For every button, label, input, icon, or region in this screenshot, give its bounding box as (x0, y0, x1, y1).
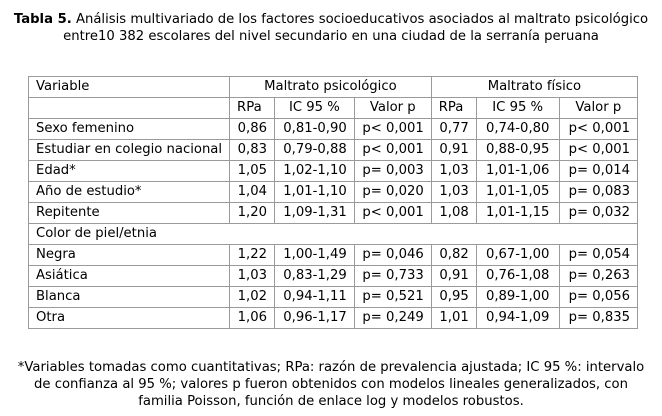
header-p-psico: Valor p (354, 98, 431, 119)
section-row (29, 224, 638, 245)
cell-ic-psico: 1,01-1,10 (275, 182, 355, 203)
cell-rpa-psico: 1,04 (230, 182, 275, 203)
table-row (29, 308, 638, 329)
row-label: Estudiar en colegio nacional (29, 140, 230, 161)
cell-p-psico: p< 0,001 (354, 119, 431, 140)
cell-rpa-psico: 1,05 (230, 161, 275, 182)
cell-rpa-psico: 1,20 (230, 203, 275, 224)
cell-p-psico: p= 0,046 (354, 245, 431, 266)
cell-ic-psico: 0,79-0,88 (275, 140, 355, 161)
cell-p-fisico: p< 0,001 (559, 140, 637, 161)
header-group-fisico: Maltrato físico (431, 77, 637, 98)
cell-rpa-fisico: 1,01 (431, 308, 476, 329)
cell-ic-fisico: 0,76-1,08 (476, 266, 559, 287)
header-ic-fisico: IC 95 % (476, 98, 559, 119)
table-row (29, 245, 638, 266)
cell-p-psico: p= 0,521 (354, 287, 431, 308)
caption-label: Tabla 5. (13, 12, 72, 27)
cell-ic-fisico: 0,89-1,00 (476, 287, 559, 308)
row-label: Blanca (29, 287, 230, 308)
cell-rpa-psico: 0,83 (230, 140, 275, 161)
cell-rpa-fisico: 0,77 (431, 119, 476, 140)
table-caption (12, 11, 650, 45)
cell-rpa-psico: 1,06 (230, 308, 275, 329)
cell-ic-psico: 0,94-1,11 (275, 287, 355, 308)
cell-ic-fisico: 1,01-1,15 (476, 203, 559, 224)
header-variable: Variable (29, 77, 230, 98)
row-label: Negra (29, 245, 230, 266)
cell-rpa-fisico: 0,91 (431, 140, 476, 161)
cell-ic-fisico: 0,94-1,09 (476, 308, 559, 329)
row-label: Sexo femenino (29, 119, 230, 140)
header-rpa-psico: RPa (230, 98, 275, 119)
cell-ic-psico: 0,96-1,17 (275, 308, 355, 329)
cell-rpa-fisico: 1,03 (431, 182, 476, 203)
table-row (29, 119, 638, 140)
cell-ic-psico: 1,00-1,49 (275, 245, 355, 266)
cell-rpa-psico: 1,22 (230, 245, 275, 266)
row-label: Edad* (29, 161, 230, 182)
row-label: Año de estudio* (29, 182, 230, 203)
results-table (28, 76, 638, 329)
header-row-groups (29, 77, 638, 98)
cell-rpa-psico: 1,03 (230, 266, 275, 287)
cell-ic-fisico: 1,01-1,05 (476, 182, 559, 203)
header-rpa-fisico: RPa (431, 98, 476, 119)
cell-p-fisico: p= 0,032 (559, 203, 637, 224)
table-row (29, 266, 638, 287)
cell-rpa-psico: 1,02 (230, 287, 275, 308)
cell-p-psico: p= 0,020 (354, 182, 431, 203)
cell-ic-fisico: 0,67-1,00 (476, 245, 559, 266)
cell-p-psico: p= 0,733 (354, 266, 431, 287)
cell-p-psico: p= 0,249 (354, 308, 431, 329)
cell-p-fisico: p= 0,054 (559, 245, 637, 266)
cell-ic-fisico: 0,74-0,80 (476, 119, 559, 140)
cell-p-psico: p< 0,001 (354, 203, 431, 224)
cell-ic-fisico: 1,01-1,06 (476, 161, 559, 182)
header-row-subheaders (29, 98, 638, 119)
table-row (29, 203, 638, 224)
cell-rpa-fisico: 1,08 (431, 203, 476, 224)
header-p-fisico: Valor p (559, 98, 637, 119)
header-ic-psico: IC 95 % (275, 98, 355, 119)
cell-ic-psico: 1,09-1,31 (275, 203, 355, 224)
cell-rpa-fisico: 0,95 (431, 287, 476, 308)
cell-ic-psico: 0,83-1,29 (275, 266, 355, 287)
table-row (29, 287, 638, 308)
cell-p-psico: p= 0,003 (354, 161, 431, 182)
header-empty-cell (29, 98, 230, 119)
table-row (29, 182, 638, 203)
table-row (29, 161, 638, 182)
cell-p-fisico: p= 0,835 (559, 308, 637, 329)
section-label: Color de piel/etnia (29, 224, 638, 245)
cell-p-fisico: p= 0,056 (559, 287, 637, 308)
cell-rpa-psico: 0,86 (230, 119, 275, 140)
cell-rpa-fisico: 1,03 (431, 161, 476, 182)
header-group-psicologico: Maltrato psicológico (230, 77, 432, 98)
caption-text: Análisis multivariado de los factores socioeducativos asociados al maltrato psicológico entre10 382 escolares del nivel secundario en una ciudad de la serranía peruana (63, 12, 649, 44)
cell-p-fisico: p= 0,263 (559, 266, 637, 287)
cell-p-fisico: p< 0,001 (559, 119, 637, 140)
row-label: Repitente (29, 203, 230, 224)
table-row (29, 140, 638, 161)
cell-rpa-fisico: 0,91 (431, 266, 476, 287)
cell-p-fisico: p= 0,083 (559, 182, 637, 203)
cell-ic-fisico: 0,88-0,95 (476, 140, 559, 161)
row-label: Asiática (29, 266, 230, 287)
cell-p-fisico: p= 0,014 (559, 161, 637, 182)
table-footnote: *Variables tomadas como cuantitativas; RPa: razón de prevalencia ajustada; IC 95 %: intervalo de confianza al 95 %; valores p fueron obtenidos con modelos lineales generalizados, con familia Poisson, función de enlace log y modelos robustos. (17, 360, 645, 409)
cell-ic-psico: 0,81-0,90 (275, 119, 355, 140)
cell-rpa-fisico: 0,82 (431, 245, 476, 266)
cell-ic-psico: 1,02-1,10 (275, 161, 355, 182)
row-label: Otra (29, 308, 230, 329)
cell-p-psico: p< 0,001 (354, 140, 431, 161)
